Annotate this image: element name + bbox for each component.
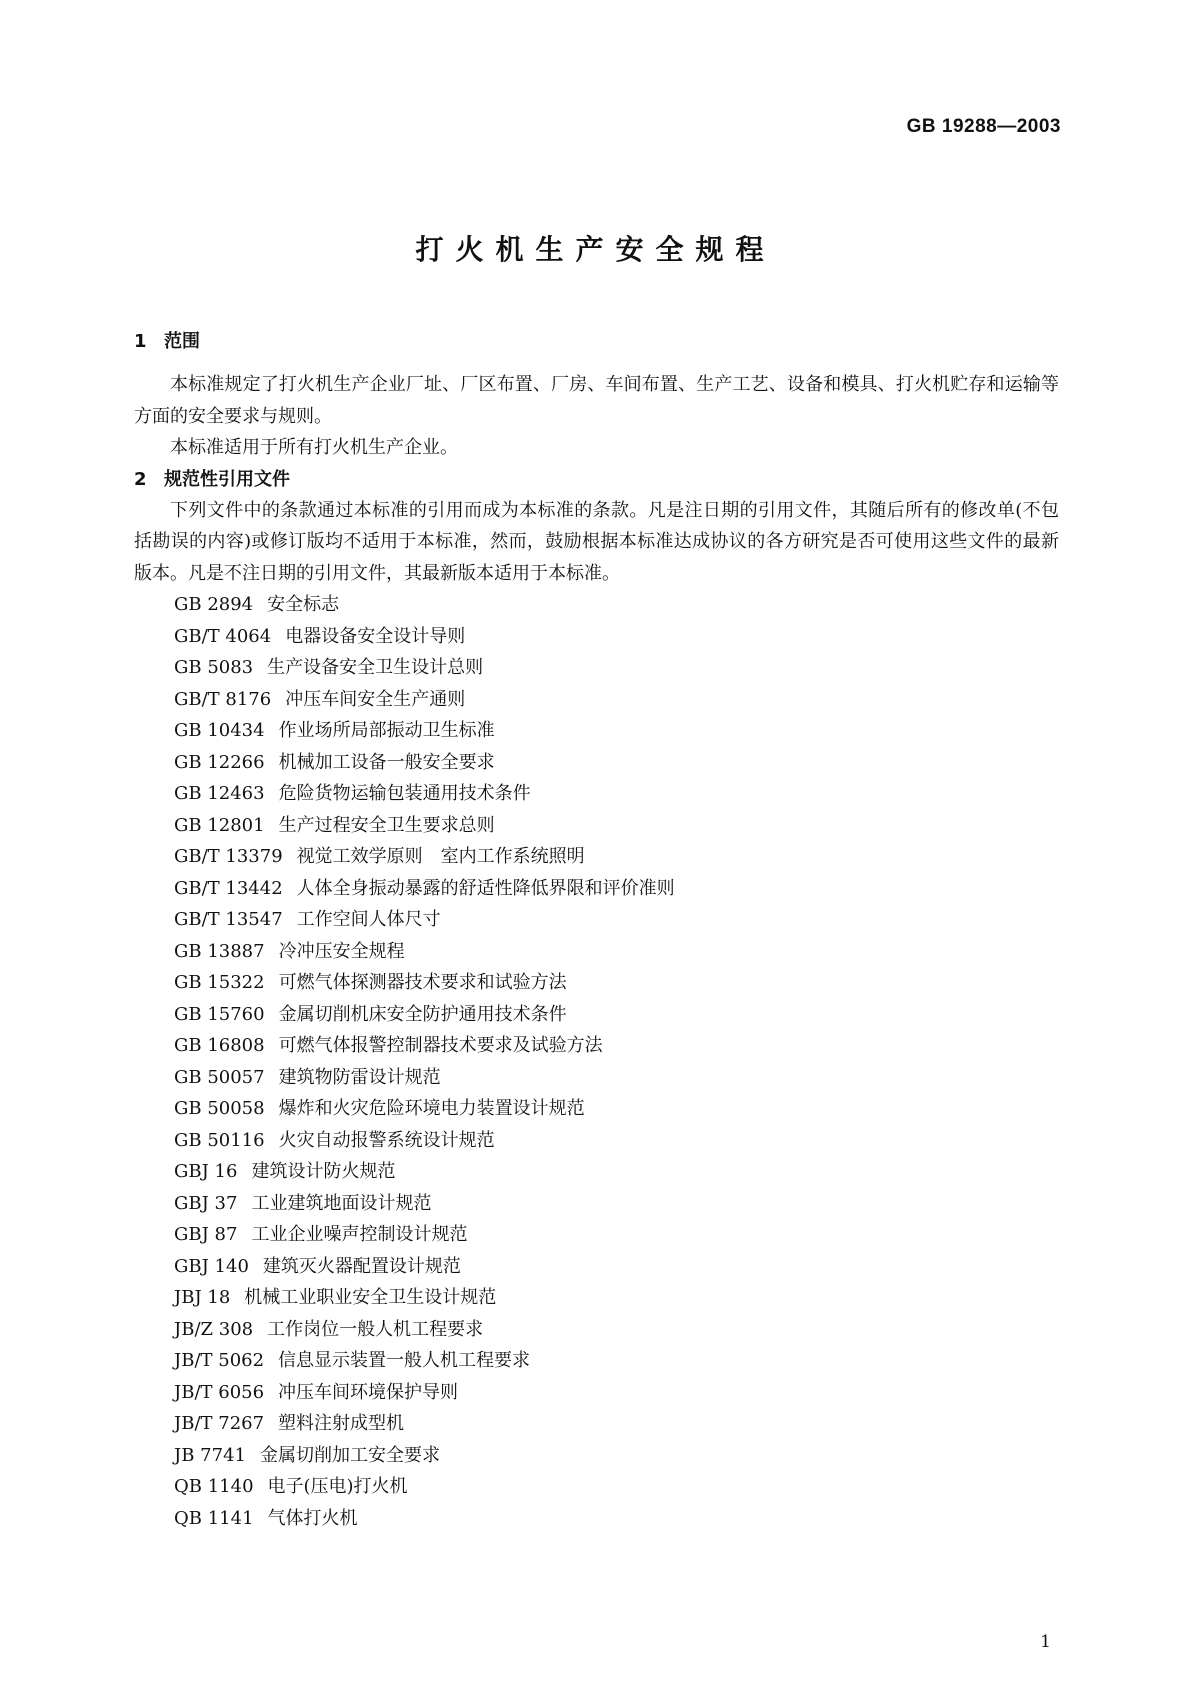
reference-item (134, 1125, 1059, 1157)
reference-item (134, 1314, 1059, 1346)
reference-item (134, 652, 1059, 684)
reference-title: 作业场所局部振动卫生标准 (278, 720, 495, 741)
reference-code: GB 12463 (174, 783, 265, 804)
reference-item (134, 715, 1059, 747)
reference-item (134, 1503, 1059, 1535)
reference-code: JB 7741 (174, 1444, 246, 1466)
section-heading-normative-references (134, 464, 1059, 495)
reference-code: JB/T 7267 (174, 1413, 265, 1434)
reference-title: 机械工业职业安全卫生设计规范 (244, 1287, 497, 1308)
reference-title: 视觉工效学原则 室内工作系统照明 (296, 846, 585, 867)
reference-code: GB/T 8176 (174, 688, 272, 710)
reference-title: 生产过程安全卫生要求总则 (278, 814, 495, 836)
reference-item (134, 1251, 1059, 1283)
reference-code: QB 1141 (174, 1507, 254, 1529)
reference-title: 安全标志 (267, 594, 340, 615)
reference-code: GB 50116 (174, 1129, 265, 1151)
reference-code: JBJ 18 (174, 1287, 231, 1308)
reference-item (134, 1219, 1059, 1251)
page-number: 1 (1040, 1632, 1051, 1652)
reference-item (134, 810, 1059, 842)
reference-title: 工作空间人体尺寸 (296, 909, 441, 930)
reference-title: 电子(压电)打火机 (267, 1476, 408, 1497)
references-intro-paragraph: 下列文件中的条款通过本标准的引用而成为本标准的条款。凡是注日期的引用文件，其随后所有的修改单(不包括勘误的内容)或修订版均不适用于本标准，然而，鼓励根据本标准达成协议的各方研究是否可使用这些文件的最新版本。凡是不注日期的引用文件，其最新版本适用于本标准。 (134, 499, 1059, 584)
reference-code: GB 50057 (174, 1066, 265, 1088)
reference-code: GB 15760 (174, 1003, 265, 1025)
reference-code: JB/T 6056 (174, 1381, 265, 1403)
reference-code: QB 1140 (174, 1476, 254, 1497)
section-heading-scope (134, 326, 1059, 357)
reference-item (134, 841, 1059, 873)
reference-list (134, 589, 1059, 1534)
section-title: 规范性引用文件 (164, 468, 290, 490)
reference-title: 冲压车间安全生产通则 (285, 688, 466, 710)
reference-item (134, 967, 1059, 999)
reference-title: 工业建筑地面设计规范 (251, 1192, 432, 1214)
reference-item (134, 684, 1059, 716)
reference-item (134, 1345, 1059, 1377)
reference-title: 建筑灭火器配置设计规范 (262, 1255, 461, 1277)
section-number: 1 (134, 331, 147, 352)
reference-item (134, 1408, 1059, 1440)
reference-title: 冲压车间环境保护导则 (278, 1381, 459, 1403)
reference-item (134, 1471, 1059, 1503)
reference-code: JB/Z 308 (174, 1318, 254, 1340)
reference-code: GB/T 13442 (174, 877, 283, 899)
reference-item (134, 1030, 1059, 1062)
reference-title: 冷冲压安全规程 (278, 940, 405, 962)
reference-code: GB 10434 (174, 720, 265, 741)
reference-title: 人体全身振动暴露的舒适性降低界限和评价准则 (296, 877, 675, 899)
document-title: 打火机生产安全规程 (415, 233, 776, 266)
reference-item (134, 1062, 1059, 1094)
reference-title: 火灾自动报警系统设计规范 (278, 1129, 495, 1151)
standard-number: GB 19288—2003 (906, 116, 1061, 137)
reference-item (134, 1440, 1059, 1472)
reference-title: 工业企业噪声控制设计规范 (251, 1224, 468, 1245)
reference-title: 危险货物运输包装通用技术条件 (278, 783, 531, 804)
reference-code: GB 15322 (174, 972, 265, 993)
reference-title: 工作岗位一般人机工程要求 (267, 1318, 484, 1340)
document-body (134, 326, 1059, 1534)
section-title: 范围 (164, 331, 200, 352)
reference-item (134, 1156, 1059, 1188)
reference-title: 可燃气体探测器技术要求和试验方法 (278, 972, 567, 993)
reference-title: 机械加工设备一般安全要求 (278, 751, 495, 773)
reference-item (134, 1282, 1059, 1314)
reference-item (134, 873, 1059, 905)
reference-code: GB 16808 (174, 1035, 265, 1056)
scope-paragraph-2: 本标准适用于所有打火机生产企业。 (170, 437, 458, 458)
reference-title: 金属切削机床安全防护通用技术条件 (278, 1003, 567, 1025)
reference-code: GB 12801 (174, 814, 265, 836)
reference-code: GBJ 37 (174, 1192, 238, 1214)
reference-title: 建筑设计防火规范 (251, 1161, 396, 1182)
reference-item (134, 1093, 1059, 1125)
reference-title: 信息显示装置一般人机工程要求 (278, 1350, 531, 1371)
reference-title: 金属切削加工安全要求 (259, 1444, 440, 1466)
reference-title: 电器设备安全设计导则 (285, 625, 466, 647)
reference-item (134, 1188, 1059, 1220)
scope-paragraph-1: 本标准规定了打火机生产企业厂址、厂区布置、厂房、车间布置、生产工艺、设备和模具、打火机贮存和运输等方面的安全要求与规则。 (134, 374, 1059, 427)
reference-code: GBJ 87 (174, 1224, 238, 1245)
reference-code: GB/T 13379 (174, 846, 283, 867)
reference-title: 可燃气体报警控制器技术要求及试验方法 (278, 1035, 603, 1056)
reference-code: GBJ 16 (174, 1161, 238, 1182)
reference-code: GB 13887 (174, 940, 265, 962)
reference-item (134, 999, 1059, 1031)
reference-item (134, 904, 1059, 936)
reference-title: 建筑物防雷设计规范 (278, 1066, 441, 1088)
reference-code: GB 50058 (174, 1098, 265, 1119)
reference-code: GB/T 4064 (174, 625, 272, 647)
reference-item (134, 1377, 1059, 1409)
reference-title: 生产设备安全卫生设计总则 (267, 657, 484, 678)
reference-code: GB/T 13547 (174, 909, 283, 930)
reference-code: GB 12266 (174, 751, 265, 773)
reference-item (134, 621, 1059, 653)
section-number: 2 (134, 468, 147, 490)
reference-item (134, 747, 1059, 779)
reference-code: JB/T 5062 (174, 1350, 265, 1371)
reference-item (134, 778, 1059, 810)
reference-title: 爆炸和火灾危险环境电力装置设计规范 (278, 1098, 585, 1119)
reference-code: GB 2894 (174, 594, 254, 615)
reference-code: GBJ 140 (174, 1255, 249, 1277)
reference-code: GB 5083 (174, 657, 254, 678)
reference-title: 气体打火机 (267, 1507, 358, 1529)
reference-title: 塑料注射成型机 (278, 1413, 405, 1434)
reference-item (134, 936, 1059, 968)
reference-item (134, 589, 1059, 621)
